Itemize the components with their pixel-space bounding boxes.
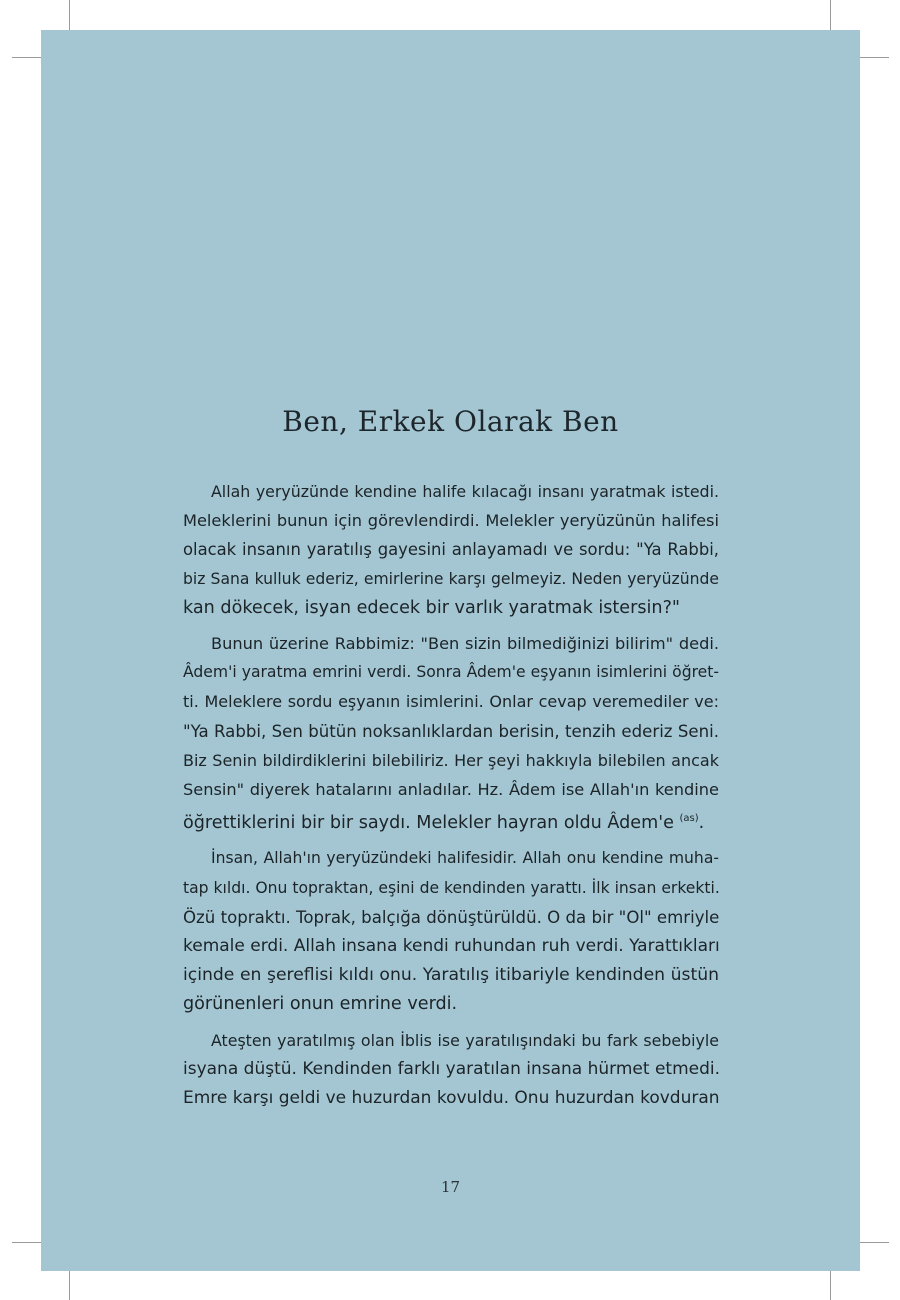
text-line: olacak insanın yaratılış gayesini anlayamadı ve sordu: "Ya Rabbi, — [183, 540, 719, 560]
text-line-with-note — [183, 804, 719, 838]
text-line: Özü topraktı. Toprak, balçığa dönüştürüldü. O da bir "Ol" emriyle — [183, 907, 720, 927]
crop-mark-left-bottom — [12, 1242, 41, 1243]
text-line: kan dökecek, isyan edecek bir varlık yaratmak istersin?" — [183, 597, 680, 618]
text-line: kemale erdi. Allah insana kendi ruhundan ruh verdi. Yarattıkları — [183, 936, 720, 957]
crop-mark-top-left — [69, 0, 70, 30]
chapter-title: Ben, Erkek Olarak Ben — [282, 405, 619, 438]
crop-mark-right-top — [860, 57, 889, 58]
text-line: Meleklerini bunun için görevlendirdi. Melekler yeryüzünün halifesi — [183, 511, 719, 531]
text-line: İnsan, Allah'ın yeryüzündeki halifesidir. Allah onu kendine muha- — [211, 849, 719, 868]
text-line: isyana düştü. Kendinden farklı yaratılan insana hürmet etmedi. — [183, 1058, 721, 1079]
text-line: Allah yeryüzünde kendine halife kılacağı insanı yaratmak istedi. — [211, 482, 719, 501]
text-line: içinde en şereflisi kıldı onu. Yaratılış itibariyle kendinden üstün — [183, 965, 719, 986]
text-line: "Ya Rabbi, Sen bütün noksanlıklardan berisin, tenzih ederiz Seni. — [183, 721, 719, 741]
sentence-end: . — [698, 813, 705, 834]
text-line: biz Sana kulluk ederiz, emirlerine karşı gelmeyiz. Neden yeryüzünde — [183, 569, 719, 588]
text-line: görünenleri onun emrine verdi. — [183, 994, 458, 1015]
crop-mark-left-top — [12, 57, 41, 58]
book-page — [41, 30, 860, 1271]
text-line: tap kıldı. Onu topraktan, eşini de kendinden yarattı. İlk insan erkekti. — [183, 878, 720, 897]
text-line: Emre karşı geldi ve huzurdan kovuldu. Onu huzurdan kovduran — [183, 1088, 720, 1109]
text-line: öğrettiklerini bir bir saydı. Melekler hayran oldu Âdem'e — [183, 813, 674, 834]
footnote-mark: (as) — [679, 813, 699, 825]
text-line: Ateşten yaratılmış olan İblis ise yaratılışındaki bu fark sebebiyle — [211, 1030, 719, 1050]
crop-mark-top-right — [830, 0, 831, 30]
text-line: Biz Senin bildirdiklerini bilebiliriz. Her şeyi hakkıyla bilebilen ancak — [183, 750, 719, 770]
body-text — [183, 477, 719, 1113]
page-number: 17 — [440, 1178, 461, 1196]
text-line: Sensin" diyerek hatalarını anladılar. Hz. Âdem ise Allah'ın kendine — [183, 780, 719, 800]
crop-mark-bottom-left — [69, 1271, 70, 1300]
crop-mark-right-bottom — [860, 1242, 889, 1243]
crop-mark-bottom-right — [830, 1271, 831, 1300]
text-line: ti. Meleklere sordu eşyanın isimlerini. Onlar cevap veremediler ve: — [183, 692, 719, 712]
text-line: Bunun üzerine Rabbimiz: "Ben sizin bilmediğinizi bilirim" dedi. — [211, 634, 719, 654]
text-line: Âdem'i yaratma emrini verdi. Sonra Âdem'e eşyanın isimlerini öğret- — [183, 663, 719, 682]
